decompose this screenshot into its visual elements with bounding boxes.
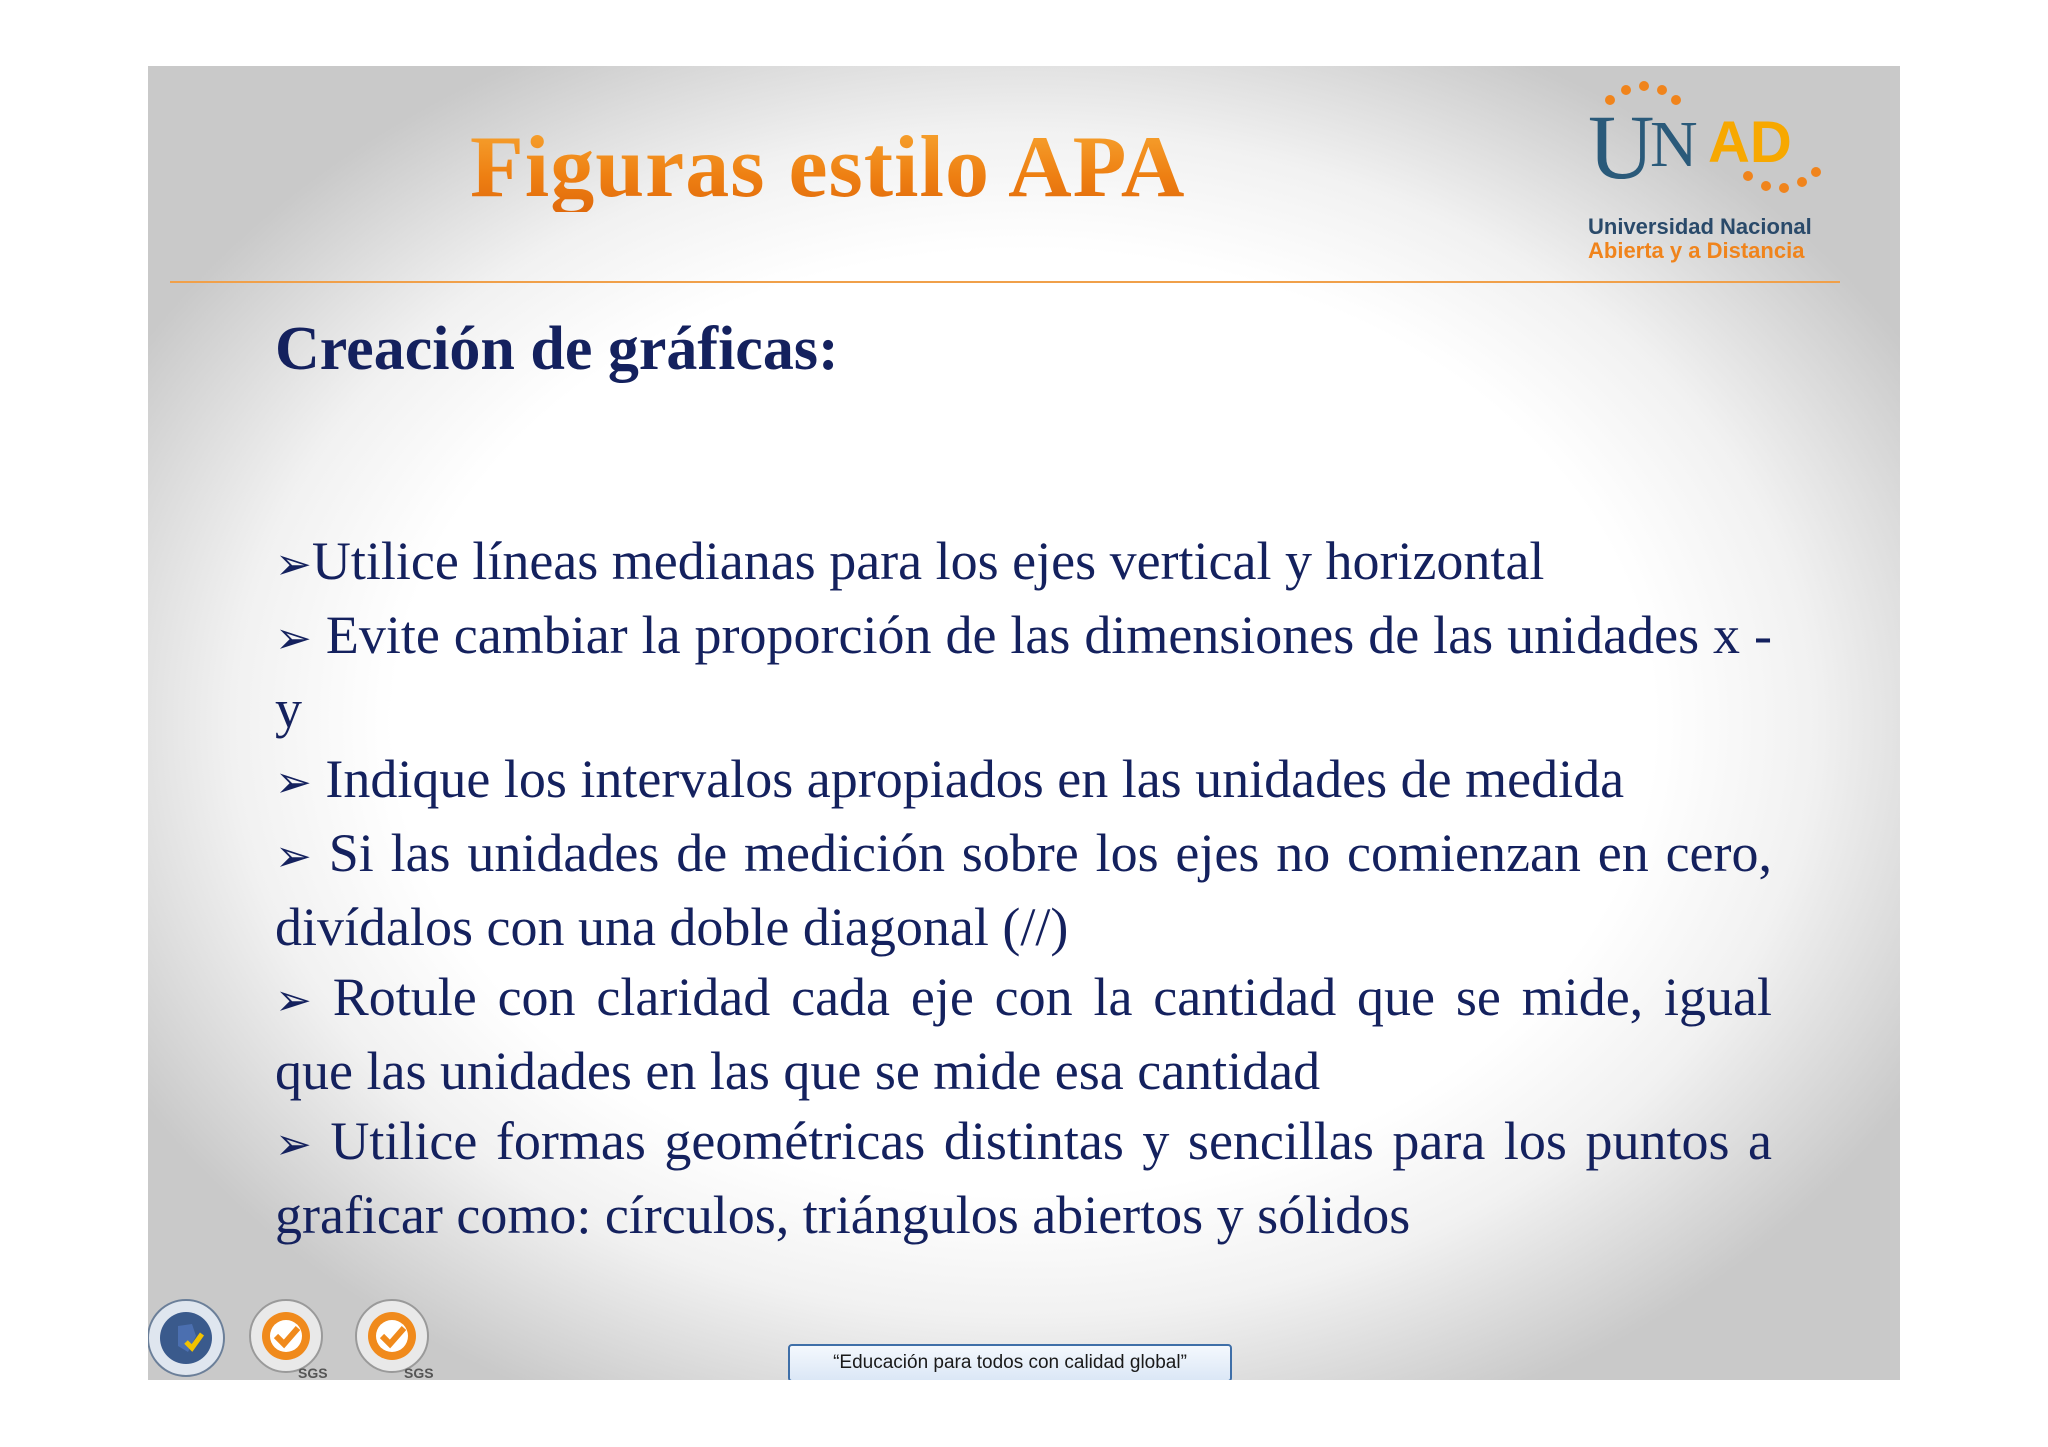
list-item: ➢ Utilice formas geométricas distintas y sencillas para los puntos a graficar como: círculos, triángulos abiertos y sólidos [275, 1111, 1772, 1245]
svg-text:SGS: SGS [298, 1365, 328, 1380]
logo-line-2: Abierta y a Distancia [1588, 238, 1805, 263]
unad-logo [1588, 78, 1848, 268]
list-item: ➢ Indique los intervalos apropiados en las unidades de medida [275, 749, 1625, 809]
list-item: ➢Utilice líneas medianas para los ejes vertical y horizontal [275, 531, 1545, 591]
unad-wordmark-graphic [1588, 78, 1848, 213]
slide-title: Figuras estilo APA [470, 119, 1186, 216]
list-item: ➢ Si las unidades de medición sobre los ejes no comienzan en cero, divídalos con una doble diagonal (//) [275, 823, 1772, 957]
arrow-bullet-icon: ➢ [275, 613, 312, 664]
arrow-bullet-icon: ➢ [275, 539, 312, 590]
svg-text:SGS: SGS [404, 1365, 434, 1380]
arrow-bullet-icon: ➢ [275, 831, 312, 882]
arrow-bullet-icon: ➢ [275, 1119, 312, 1170]
bullet-list [275, 526, 1772, 1250]
title-divider [170, 281, 1840, 283]
sgs-seal-icon [250, 1300, 328, 1380]
list-item: ➢ Rotule con claridad cada eje con la cantidad que se mide, igual que las unidades en las que se mide esa cantidad [275, 967, 1772, 1101]
certification-seals-graphic [148, 1296, 488, 1380]
footer-tagline: “Educación para todos con calidad global” [788, 1344, 1232, 1380]
arrow-bullet-icon: ➢ [275, 975, 312, 1026]
section-heading: Creación de gráficas: [275, 315, 839, 383]
svg-text:AD: AD [1708, 110, 1792, 175]
svg-text:N: N [1650, 108, 1698, 181]
sgs-seal-icon [356, 1300, 434, 1380]
slide [148, 66, 1900, 1380]
logo-line-1: Universidad Nacional [1588, 214, 1812, 239]
list-item: ➢ Evite cambiar la proporción de las dimensiones de las unidades x - y [275, 605, 1772, 739]
government-seal-icon [148, 1300, 224, 1376]
certification-seals [148, 1296, 488, 1380]
svg-text:U: U [1588, 96, 1655, 198]
arrow-bullet-icon: ➢ [275, 757, 312, 808]
